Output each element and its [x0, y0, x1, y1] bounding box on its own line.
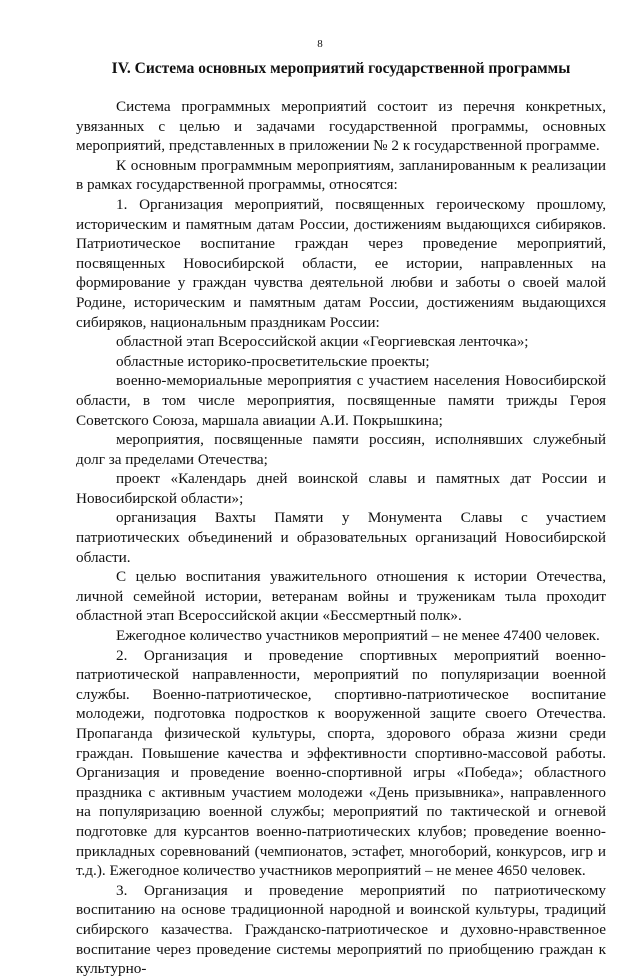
- paragraph: 3. Организация и проведение мероприятий по патриотическому воспитанию на основе традиционной народной и воинской культуры, традиций сибирского казачества. Гражданско-патриотическое и духовно-нравственное воспитание через проведение системы мероприятий по приобщению граждан к культурно-: [76, 881, 606, 978]
- paragraph: 2. Организация и проведение спортивных мероприятий военно-патриотической направленности, мероприятий по популяризации военной службы. Военно-патриотическое, спортивно-патриотическое воспитание молодежи, подготовка подростков к вооруженной защите своего Отечества. Пропаганда физической культуры, спорта, здорового образа жизни среди граждан. Повышение качества и эффективности спортивно-массовой работы. Организация и проведение военно-спортивной игры «Победа»; областного праздника с активным участием молодежи «День призывника», направленного на популяризацию военной службы; мероприятий по тактической и огневой подготовке для курсантов военно-патриотических клубов; проведение военно-прикладных соревнований (чемпионатов, эстафет, многоборий, конкурсов, игр и т.д.). Ежегодное количество участников мероприятий – не менее 4650 человек.: [76, 646, 606, 880]
- paragraph: Ежегодное количество участников мероприятий – не менее 47400 человек.: [116, 627, 600, 645]
- list-item: областные историко-просветительские проекты;: [116, 352, 430, 370]
- paragraph: Система программных мероприятий состоит из перечня конкретных, увязанных с целью и задачами государственной программы, основных мероприятий, представленных в приложении № 2 к государственной программе.: [76, 98, 606, 155]
- document-body: [76, 97, 606, 979]
- list-item: мероприятия, посвященные памяти россиян, исполнявших служебный долг за пределами Отечества;: [76, 431, 606, 468]
- list-item: проект «Календарь дней воинской славы и памятных дат России и Новосибирской области»;: [76, 470, 606, 507]
- paragraph: К основным программным мероприятиям, запланированным к реализации в рамках государственной программы, относятся:: [76, 156, 606, 194]
- section-heading: IV. Система основных мероприятий государственной программы: [111, 60, 571, 77]
- paragraph: С целью воспитания уважительного отношения к истории Отечества, личной семейной истории, ветеранам войны и труженикам тыла проходит областной этап Всероссийской акции «Бессмертный полк».: [76, 568, 606, 625]
- list-item: военно-мемориальные мероприятия с участием населения Новосибирской области, в том числе мероприятия, посвященные памяти трижды Героя Советского Союза, маршала авиации А.И. Покрышкина;: [76, 372, 606, 429]
- page-number: 8: [317, 38, 323, 50]
- list-item: организация Вахты Памяти у Монумента Славы с участием патриотических объединений и образовательных организаций Новосибирской области.: [76, 509, 606, 566]
- paragraph: 1. Организация мероприятий, посвященных героическому прошлому, историческим и памятным датам России, достижениям выдающихся сибиряков. Патриотическое воспитание граждан через проведение мероприятий, посвященных Новосибирской области, ее истории, направленных на формирование у граждан чувства деятельной любви и заботы о своей малой Родине, историческим и памятным датам России, достижениям выдающихся сибиряков, национальным праздникам России:: [76, 195, 606, 331]
- list-item: областной этап Всероссийской акции «Георгиевская ленточка»;: [116, 333, 529, 351]
